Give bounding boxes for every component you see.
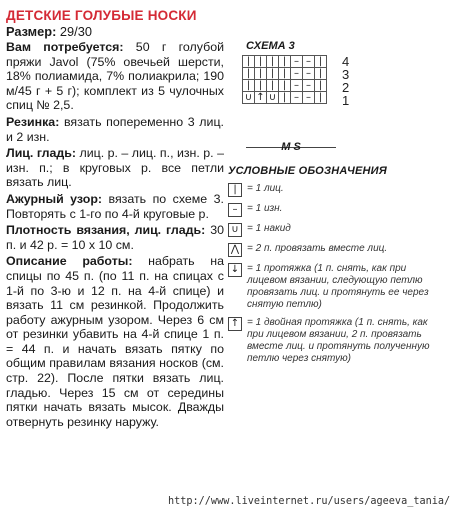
scheme-grid [242,55,327,104]
knit-cell: | [315,56,327,68]
knit-cell: | [279,92,291,104]
description-text: набрать на спицы по 45 п. (по 11 п. на спицах с 1-й по 3-ю и 12 п. на 4-й спице) и вязать 11 см резинкой. Продолжить работу ажурным узором. Через 6 см от резинки убавить на 4-й спице 1 п. = 44 п. и начать вязать пятку по общим правилам вязания носков (см. стр. 22). После пятки вязать лиц. гладью. Через 15 см от середины пятки начать вязать мысок. Дважды отвернуть резинку наружу. [6,254,224,429]
legend-item-double-slip-pass [228,317,446,365]
row-number-4: 4 [342,54,350,69]
size-label: Размер: [6,24,57,39]
gauge-label: Плотность вязания, лиц. гладь: [6,223,206,238]
knit-cell: | [243,68,255,80]
size-value: 29/30 [59,24,92,39]
stockinette-paragraph [6,146,224,190]
scheme-row-2 [243,80,327,92]
scheme-row-4 [243,56,327,68]
knit-cell: | [315,92,327,104]
k2tog-symbol-icon: ⋀ [228,243,242,257]
legend-item-purl [228,203,446,217]
knit-cell: | [243,56,255,68]
legend-item-slip-pass [228,263,446,311]
knit-cell: | [315,80,327,92]
purl-cell: – [303,80,315,92]
materials-paragraph [6,40,224,113]
rib-paragraph [6,115,224,144]
description-paragraph [6,254,224,429]
purl-symbol-icon: – [228,203,242,217]
knit-cell: | [315,68,327,80]
scheme-row-1 [243,92,327,104]
description-label: Описание работы: [6,254,133,269]
pattern-text-column [6,8,224,431]
knit-cell: | [267,68,279,80]
stockinette-text: лиц. р. – лиц. п., изн. р. – изн. п.; в круговых р. все петли вязать лиц. [6,146,224,190]
row-number-2: 2 [342,80,350,95]
gauge-paragraph [6,223,224,252]
legend-item-k2tog [228,243,446,257]
yarn-over-symbol-icon: ∪ [228,223,242,237]
yarn-over-cell: ∪ [267,92,279,104]
purl-cell: – [291,56,303,68]
legend-text: = 1 двойная протяжка (1 п. снять, как при лицевом вязании, 2 п. провязать вместе лиц. и протянуть полученную петлю через снятую) [247,317,430,364]
scheme-row-3 [243,68,327,80]
knit-cell: | [267,56,279,68]
lace-paragraph [6,192,224,221]
size-line [6,24,224,39]
rib-label: Резинка: [6,114,60,129]
purl-cell: – [291,68,303,80]
legend-text: = 1 протяжка (1 п. снять, как при лицевом вязании, следующую петлю провязать лиц. и протянуть ее через снятую петлю) [247,263,429,310]
materials-label: Вам потребуется: [6,40,124,54]
knit-cell: | [267,80,279,92]
lace-text: вязать по схеме 3. Повторять с 1-го по 4-й круговые р. [6,191,224,221]
knit-cell: | [279,68,291,80]
legend-text: = 1 накид [247,223,291,234]
purl-cell: – [291,92,303,104]
materials-text: 50 г голубой пряжи Javol (75% овечьей шерсти, 18% полиамида, 7% полиакрила; 190 м/45 г + 5 г); комплект из 5 чулочных спиц № 2,5. [6,40,225,113]
scheme-row-numbers [342,55,349,107]
row-number-3: 3 [342,67,350,82]
purl-cell: – [291,80,303,92]
legend-item-knit [228,183,446,197]
double-slip-pass-symbol-icon: ↑ [228,317,242,331]
lace-label: Ажурный узор: [6,191,103,206]
stockinette-label: Лиц. гладь: [6,146,77,161]
knit-symbol-icon: | [228,183,242,197]
purl-cell: – [303,56,315,68]
rib-text: вязать попеременно 3 лиц. и 2 изн. [6,114,224,144]
page-title: ДЕТСКИЕ ГОЛУБЫЕ НОСКИ [6,8,197,23]
scheme-chart [242,55,446,161]
legend-title: УСЛОВНЫЕ ОБОЗНАЧЕНИЯ [228,165,387,177]
scheme-label: СХЕМА 3 [246,40,295,52]
scheme-column [228,40,446,371]
row-number-1: 1 [342,93,350,108]
legend-text: = 1 изн. [247,203,283,214]
legend-text: = 2 п. провязать вместе лиц. [247,243,388,254]
knit-cell: | [255,68,267,80]
knit-cell: | [255,56,267,68]
yarn-over-cell: ∪ [243,92,255,104]
purl-cell: – [303,92,315,104]
knit-cell: | [243,80,255,92]
slip-pass-cell: ↑ [256,91,265,103]
legend-text: = 1 лиц. [247,183,284,194]
source-url: http://www.liveinternet.ru/users/ageeva_tania/ [168,496,450,507]
slip-pass-symbol-icon: ↓ [228,263,242,277]
purl-cell: – [303,68,315,80]
gauge-text: 30 п. и 42 р. = 10 х 10 см. [6,223,224,252]
repeat-label: M S [281,141,301,153]
legend-item-yarn-over [228,223,446,237]
knit-cell: | [279,80,291,92]
knit-cell: | [279,56,291,68]
knit-cell: | [255,80,267,92]
